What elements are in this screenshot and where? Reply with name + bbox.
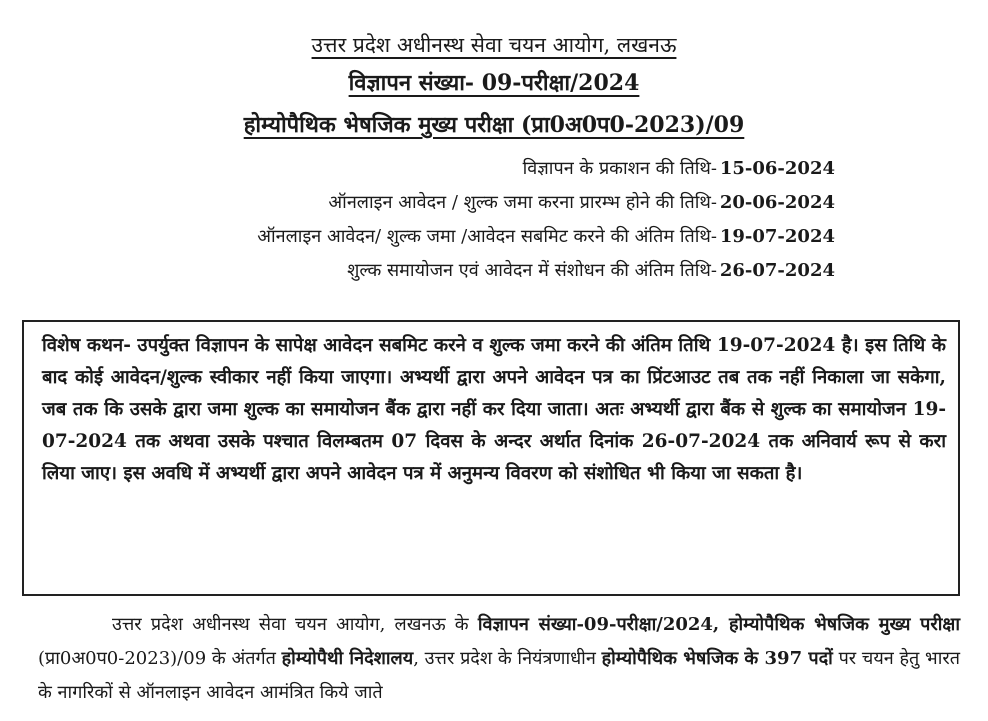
date-value: 15-06-2024 <box>719 158 835 179</box>
body-text: (प्रा0अ0प0-2023)/09 के अंतर्गत <box>38 648 282 669</box>
org-title: उत्तर प्रदेश अधीनस्थ सेवा चयन आयोग, लखनऊ <box>311 33 677 57</box>
special-notice-box <box>22 320 960 596</box>
body-text: , उत्तर प्रदेश के नियंत्रणाधीन <box>413 648 602 669</box>
body-text: उत्तर प्रदेश अधीनस्थ सेवा चयन आयोग, लखनऊ के <box>112 614 478 635</box>
date-label: विज्ञापन के प्रकाशन की तिथि- <box>522 158 717 179</box>
advertisement-number: विज्ञापन संख्या- 09-परीक्षा/2024 <box>348 70 640 96</box>
date-label: ऑनलाइन आवेदन/ शुल्क जमा /आवेदन सबमिट करने की अंतिम तिथि- <box>257 226 717 247</box>
date-value: 19-07-2024 <box>719 226 835 247</box>
date-label: ऑनलाइन आवेदन / शुल्क जमा करना प्रारम्भ होने की तिथि- <box>328 192 717 213</box>
body-text-bold: होम्योपैथिक भेषजिक के 397 पदों <box>601 648 833 669</box>
date-value: 26-07-2024 <box>719 260 835 281</box>
date-row <box>0 258 835 292</box>
body-text-bold: होम्योपैथी निदेशालय <box>281 648 414 669</box>
date-value: 20-06-2024 <box>719 192 835 213</box>
important-dates <box>0 156 835 292</box>
exam-title: होम्योपैथिक भेषजिक मुख्य परीक्षा (प्रा0अ0प0-2023)/09 <box>243 112 745 138</box>
date-row <box>0 190 835 224</box>
date-row <box>0 224 835 258</box>
date-label: शुल्क समायोजन एवं आवेदन में संशोधन की अंतिम तिथि- <box>347 260 717 281</box>
date-row <box>0 156 835 190</box>
body-text-bold: विज्ञापन संख्या-09-परीक्षा/2024, होम्योपैथिक भेषजिक मुख्य परीक्षा <box>477 614 960 635</box>
notice-text: विशेष कथन- उपर्युक्त विज्ञापन के सापेक्ष आवेदन सबमिट करने व शुल्क जमा करने की अंतिम तिथि 19-07-2024 है। इस तिथि के बाद कोई आवेदन/शुल्क स्वीकार नहीं किया जाएगा। अभ्यर्थी द्वारा अपने आवेदन पत्र का प्रिंटआउट तब तक नहीं निकाला जा सकेगा, जब तक कि उसके द्वारा जमा शुल्क का समायोजन बैंक द्वारा नहीं कर दिया जाता। अतः अभ्यर्थी द्वारा बैंक से शुल्क का समायोजन 19-07-2024 तक अथवा उसके पश्चात विलम्बतम 07 दिवस के अन्दर अर्थात दिनांक 26-07-2024 तक अनिवार्य रूप से करा लिया जाए। इस अवधि में अभ्यर्थी द्वारा अपने आवेदन पत्र में अनुमन्य विवरण को संशोधित भी किया जा सकता है। <box>42 335 946 484</box>
body-text: पर चयन हेतु भारत के नागरिकों से ऑनलाइन आवेदन आमंत्रित किये जाते <box>38 648 960 703</box>
body-paragraph <box>38 608 960 710</box>
